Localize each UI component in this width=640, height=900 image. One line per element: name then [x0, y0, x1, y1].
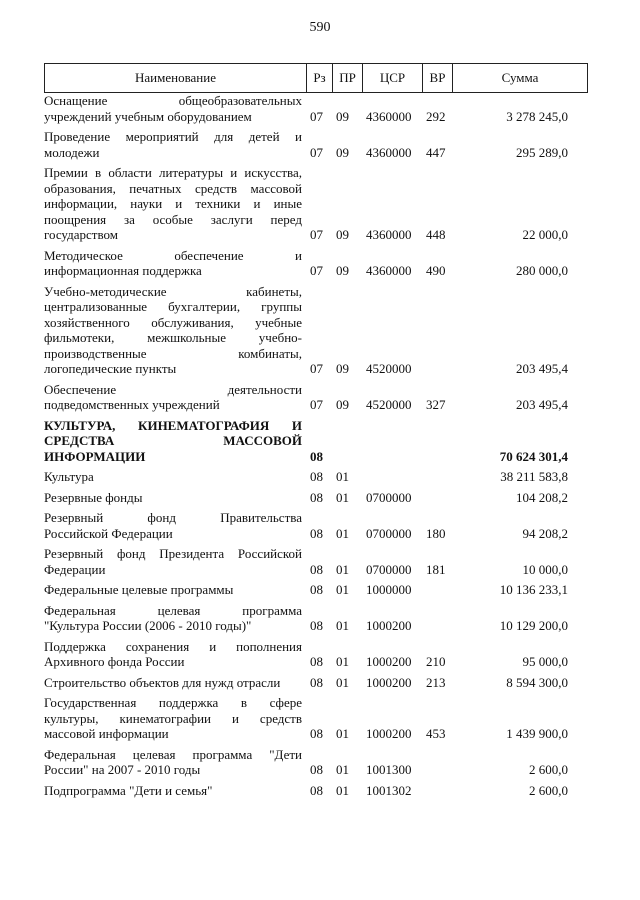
- row-sum: 38 211 583,8: [500, 469, 568, 484]
- row-name-line: Российской Федерации: [44, 525, 173, 541]
- row-pr: 01: [336, 561, 349, 577]
- row-name: [44, 603, 306, 634]
- table-row: [44, 546, 588, 577]
- row-name-line: государством: [44, 227, 118, 242]
- row-sum: 8 594 300,0: [506, 674, 568, 690]
- row-pr: 01: [336, 489, 349, 505]
- row-name: [44, 129, 306, 160]
- row-name: [44, 783, 306, 799]
- row-name-line: Федерации: [44, 561, 106, 577]
- row-vr: 292: [426, 108, 446, 124]
- table-row: [44, 248, 588, 279]
- row-name-line: информационная поддержка: [44, 263, 202, 278]
- row-name-line: учреждений учебным оборудованием: [44, 108, 252, 124]
- row-name-line: логопедические пункты: [44, 361, 177, 376]
- row-sum: 22 000,0: [522, 227, 568, 242]
- row-name-line: поощрения за особые заслуги перед: [44, 211, 302, 227]
- row-rz: 07: [310, 227, 323, 242]
- row-name-line: "Культура России (2006 - 2010 годы)": [44, 618, 252, 633]
- row-name: [44, 248, 306, 279]
- row-name-line: Поддержка сохранения и пополнения: [44, 638, 302, 654]
- row-rz: 07: [310, 361, 323, 376]
- row-rz: 08: [310, 654, 323, 669]
- row-name-line: Премии в области литературы и искусства,: [44, 165, 302, 180]
- row-name-line: СРЕДСТВА МАССОВОЙ: [44, 433, 302, 448]
- row-name-line: Обеспечение деятельности: [44, 381, 302, 397]
- row-csr: 4360000: [366, 108, 412, 124]
- row-name-line: Резервный фонд Президента Российской: [44, 546, 302, 561]
- row-rz: 07: [310, 263, 323, 278]
- column-header-csr: ЦСР: [362, 64, 422, 92]
- row-pr: 01: [336, 762, 349, 777]
- row-sum: 10 000,0: [522, 561, 568, 577]
- row-name-line: Оснащение общеобразовательных: [44, 93, 302, 108]
- row-rz: 08: [310, 674, 323, 690]
- table-header: [44, 63, 588, 93]
- table-row: [44, 129, 588, 160]
- row-csr: 0700000: [366, 561, 412, 577]
- table-row: [44, 603, 588, 634]
- row-name-line: массовой информации: [44, 726, 169, 741]
- row-vr: 448: [426, 227, 446, 242]
- row-name: [44, 639, 306, 670]
- row-csr: 4360000: [366, 227, 412, 242]
- row-name-line: информации, науки и техники и иные: [44, 196, 302, 211]
- row-name-line: фильмотеки, межшкольные учебно-: [44, 330, 302, 345]
- row-name: [44, 382, 306, 413]
- row-name-line: производственные комбинаты,: [44, 345, 302, 361]
- row-vr: 181: [426, 561, 446, 577]
- row-pr: 09: [336, 361, 349, 376]
- row-sum: 94 208,2: [522, 525, 568, 541]
- row-pr: 09: [336, 108, 349, 124]
- table-row: [44, 490, 588, 506]
- row-pr: 01: [336, 525, 349, 541]
- row-vr: 490: [426, 263, 446, 278]
- table-row: [44, 747, 588, 778]
- row-name-line: Федеральные целевые программы: [44, 582, 234, 597]
- row-name-line: Подпрограмма "Дети и семья": [44, 782, 213, 798]
- row-csr: 4360000: [366, 263, 412, 278]
- row-csr: 0700000: [366, 489, 412, 505]
- row-pr: 09: [336, 397, 349, 412]
- row-pr: 01: [336, 654, 349, 669]
- row-name-line: Федеральная целевая программа "Дети: [44, 746, 302, 762]
- row-name: [44, 546, 306, 577]
- row-vr: 180: [426, 525, 446, 541]
- row-name-line: Резервные фонды: [44, 489, 143, 505]
- row-sum: 3 278 245,0: [506, 108, 568, 124]
- table-row: [44, 382, 588, 413]
- row-csr: 1000200: [366, 654, 412, 669]
- row-name: [44, 510, 306, 541]
- row-name-line: Федеральная целевая программа: [44, 602, 302, 618]
- row-csr: 1000200: [366, 674, 412, 690]
- row-sum: 203 495,4: [516, 361, 568, 376]
- table-row: [44, 783, 588, 799]
- row-name-line: Проведение мероприятий для детей и: [44, 129, 302, 144]
- table-row: [44, 582, 588, 598]
- row-name-line: культуры, кинематографии и средств: [44, 710, 302, 726]
- column-header-vr: ВР: [422, 64, 452, 92]
- row-name-line: подведомственных учреждений: [44, 397, 220, 412]
- row-rz: 07: [310, 108, 323, 124]
- table-row: [44, 695, 588, 742]
- row-sum: 104 208,2: [516, 489, 568, 505]
- column-header-pr: ПР: [332, 64, 362, 92]
- row-name: [44, 695, 306, 742]
- column-header-sum: Сумма: [452, 64, 588, 92]
- row-pr: 01: [336, 674, 349, 690]
- row-vr: 210: [426, 654, 446, 669]
- table-row: [44, 165, 588, 243]
- row-rz: 08: [310, 762, 323, 777]
- row-pr: 09: [336, 263, 349, 278]
- row-vr: 447: [426, 144, 446, 160]
- row-rz: 08: [310, 561, 323, 577]
- row-name-line: Архивного фонда России: [44, 654, 185, 669]
- row-pr: 01: [336, 618, 349, 633]
- row-name: [44, 284, 306, 377]
- row-rz: 08: [310, 525, 323, 541]
- row-rz: 08: [310, 782, 323, 798]
- row-rz: 08: [310, 582, 323, 597]
- table-row: [44, 675, 588, 691]
- row-sum: 203 495,4: [516, 397, 568, 412]
- row-sum: 95 000,0: [522, 654, 568, 669]
- row-rz: 08: [310, 448, 323, 464]
- row-rz: 08: [310, 489, 323, 505]
- table-row: [44, 510, 588, 541]
- column-header-name: Наименование: [44, 64, 306, 92]
- row-pr: 09: [336, 144, 349, 160]
- row-rz: 08: [310, 469, 323, 484]
- row-sum: 280 000,0: [516, 263, 568, 278]
- page-number: 590: [309, 20, 331, 35]
- row-sum: 10 129 200,0: [499, 618, 568, 633]
- row-sum: 10 136 233,1: [499, 582, 568, 597]
- row-vr: 327: [426, 397, 446, 412]
- row-pr: 01: [336, 582, 349, 597]
- row-name-line: КУЛЬТУРА, КИНЕМАТОГРАФИЯ И: [44, 417, 302, 433]
- row-name-line: образования, печатных средств массовой: [44, 180, 302, 196]
- row-rz: 07: [310, 397, 323, 412]
- row-name-line: Строительство объектов для нужд отрасли: [44, 674, 281, 690]
- row-csr: 1000000: [366, 582, 412, 597]
- row-name-line: ИНФОРМАЦИИ: [44, 448, 146, 464]
- row-pr: 01: [336, 469, 349, 484]
- row-pr: 01: [336, 726, 349, 741]
- table-row: [44, 639, 588, 670]
- table-row: [44, 93, 588, 124]
- row-rz: 08: [310, 726, 323, 741]
- row-name: [44, 418, 306, 465]
- row-name-line: молодежи: [44, 144, 100, 160]
- row-csr: 4360000: [366, 144, 412, 160]
- row-csr: 1001300: [366, 762, 412, 777]
- row-pr: 01: [336, 782, 349, 798]
- row-name: [44, 582, 306, 598]
- row-name: [44, 490, 306, 506]
- row-name-line: Государственная поддержка в сфере: [44, 695, 302, 710]
- row-name: [44, 747, 306, 778]
- row-rz: 08: [310, 618, 323, 633]
- table-body: [44, 93, 588, 803]
- row-name-line: Методическое обеспечение и: [44, 247, 302, 263]
- row-name: [44, 165, 306, 243]
- row-name-line: России" на 2007 - 2010 годы: [44, 762, 201, 777]
- row-name-line: централизованные бухгалтерии, группы: [44, 299, 302, 314]
- row-name-line: хозяйственного обслуживания, учебные: [44, 314, 302, 330]
- row-sum: 70 624 301,4: [499, 448, 568, 464]
- row-csr: 1000200: [366, 726, 412, 741]
- row-csr: 4520000: [366, 397, 412, 412]
- row-csr: 1001302: [366, 782, 412, 798]
- row-csr: 0700000: [366, 525, 412, 541]
- row-name: [44, 469, 306, 485]
- table-row: [44, 469, 588, 485]
- row-pr: 09: [336, 227, 349, 242]
- row-name: [44, 93, 306, 124]
- row-name-line: Культура: [44, 469, 94, 484]
- row-sum: 2 600,0: [529, 762, 568, 777]
- row-sum: 295 289,0: [516, 144, 568, 160]
- row-vr: 213: [426, 674, 446, 690]
- section-row: [44, 418, 588, 465]
- column-header-rz: Рз: [306, 64, 332, 92]
- row-vr: 453: [426, 726, 446, 741]
- row-sum: 2 600,0: [529, 782, 568, 798]
- row-name-line: Учебно-методические кабинеты,: [44, 283, 302, 299]
- table-row: [44, 284, 588, 377]
- row-csr: 1000200: [366, 618, 412, 633]
- row-name-line: Резервный фонд Правительства: [44, 510, 302, 525]
- row-name: [44, 675, 306, 691]
- row-sum: 1 439 900,0: [506, 726, 568, 741]
- row-csr: 4520000: [366, 361, 412, 376]
- row-rz: 07: [310, 144, 323, 160]
